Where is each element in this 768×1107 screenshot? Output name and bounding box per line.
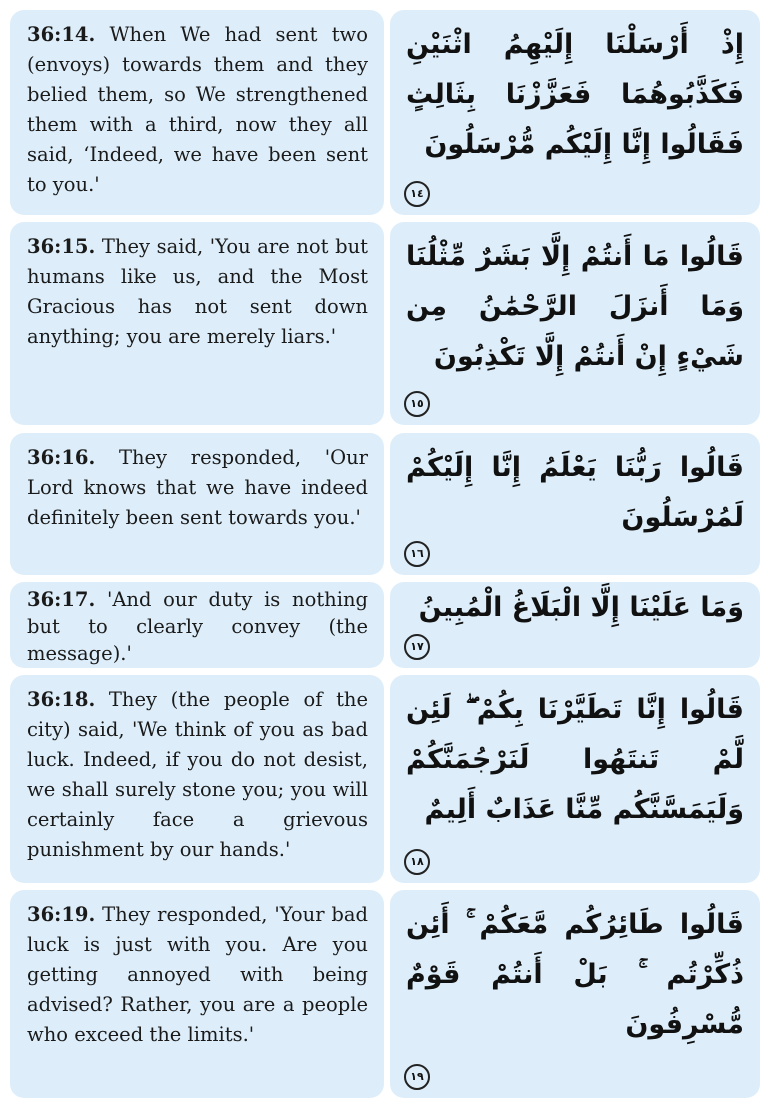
verse-ref: 36:19. (27, 903, 96, 926)
translation-text: They (the people of the city) said, 'We think of you as bad luck. Indeed, if you do not desist, we shall surely stone you; you will certainly face a grievous punishment by our hands.' (27, 688, 369, 861)
translation-panel (10, 222, 384, 425)
arabic-text: قَالُوا إِنَّا تَطَيَّرْنَا بِكُمْ ۖ لَئِن لَّمْ تَنتَهُوا لَنَرْجُمَنَّكُمْ وَلَيَمَسَّنَّكُم مِّنَّا عَذَابٌ أَلِيمٌ (406, 694, 744, 825)
verse-end-marker: ١٩ (404, 1064, 430, 1090)
verse-end-marker: ١٤ (404, 181, 430, 207)
translation-panel (10, 10, 384, 215)
arabic-text: إِذْ أَرْسَلْنَا إِلَيْهِمُ اثْنَيْنِ فَكَذَّبُوهُمَا فَعَزَّزْنَا بِثَالِثٍ فَقَالُوا إِنَّا إِلَيْكُم مُّرْسَلُونَ (406, 29, 744, 160)
translation-panel (10, 433, 384, 575)
arabic-text: قَالُوا رَبُّنَا يَعْلَمُ إِنَّا إِلَيْكُمْ لَمُرْسَلُونَ (406, 452, 744, 533)
verse-ref: 36:18. (27, 688, 96, 711)
translation-text: They responded, 'Our Lord knows that we have indeed definitely been sent towards you.' (27, 446, 369, 529)
translation-panel (10, 890, 384, 1098)
verse-ref: 36:17. (27, 588, 96, 611)
arabic-panel (390, 222, 760, 425)
translation-panel (10, 675, 384, 883)
verse-ref: 36:14. (27, 23, 96, 46)
arabic-text: قَالُوا طَائِرُكُم مَّعَكُمْ ۚ أَئِن ذُكِّرْتُم ۚ بَلْ أَنتُمْ قَوْمٌ مُّسْرِفُونَ (406, 909, 744, 1040)
translation-text: 'And our duty is nothing but to clearly convey (the message).' (27, 588, 368, 665)
translation-text: When We had sent two (envoys) towards them and they belied them, so We strengthened them with a third, now they all said, ‘Indeed, we have been sent to you.' (27, 23, 368, 196)
arabic-panel (390, 582, 760, 668)
verse-end-marker: ١٥ (404, 391, 430, 417)
arabic-panel (390, 433, 760, 575)
arabic-text: قَالُوا مَا أَنتُمْ إِلَّا بَشَرٌ مِّثْلُنَا وَمَا أَنزَلَ الرَّحْمَٰنُ مِن شَيْءٍ إِنْ أَنتُمْ إِلَّا تَكْذِبُونَ (406, 241, 744, 372)
arabic-panel (390, 675, 760, 883)
translation-text: They said, 'You are not but humans like us, and the Most Gracious has not sent down anything; you are merely liars.' (27, 235, 368, 348)
verse-ref: 36:15. (27, 235, 96, 258)
arabic-panel (390, 890, 760, 1098)
verse-end-marker: ١٧ (404, 634, 430, 660)
verse-end-marker: ١٦ (404, 541, 430, 567)
verse-end-marker: ١٨ (404, 849, 430, 875)
translation-panel (10, 582, 384, 668)
verse-ref: 36:16. (27, 446, 96, 469)
arabic-panel (390, 10, 760, 215)
translation-text: They responded, 'Your bad luck is just with you. Are you getting annoyed with being advised? Rather, you are a people who exceed the limits.' (27, 903, 368, 1046)
arabic-text: وَمَا عَلَيْنَا إِلَّا الْبَلَاغُ الْمُبِينُ (418, 592, 744, 623)
